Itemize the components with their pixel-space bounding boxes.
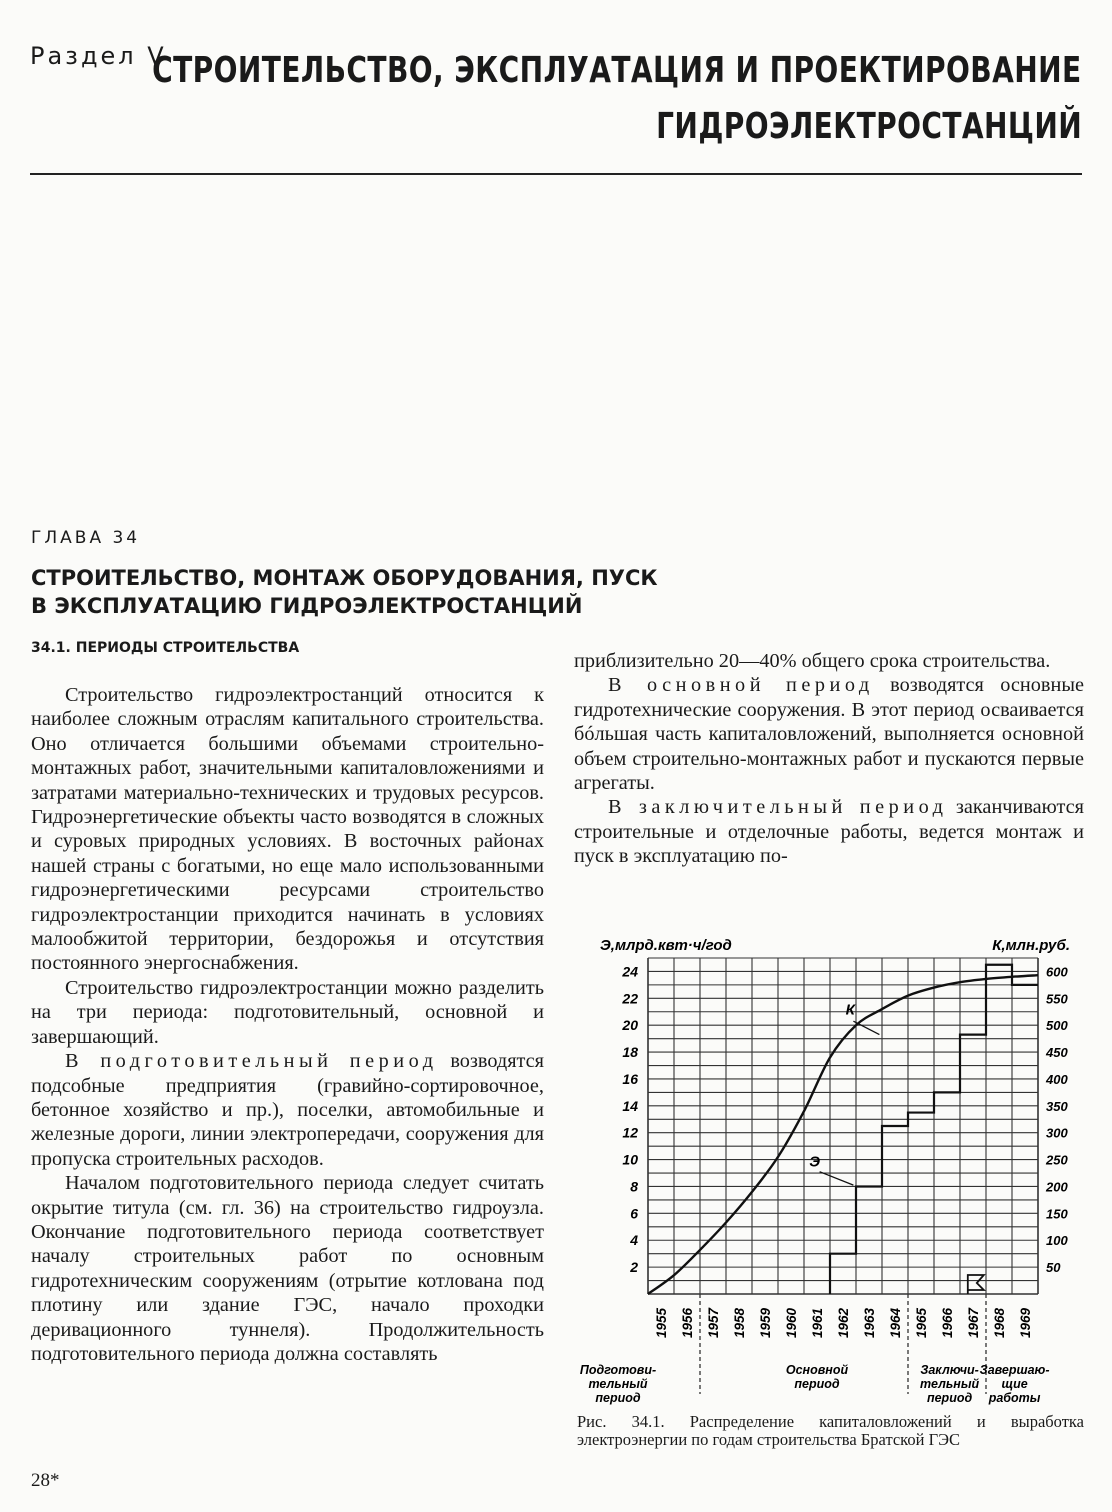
left-tick-label: 14 bbox=[622, 1097, 638, 1114]
figure-chart bbox=[570, 930, 1085, 1408]
chapter-label: ГЛАВА 34 bbox=[31, 528, 141, 548]
right-tick-label: 500 bbox=[1046, 1018, 1068, 1034]
year-label: 1960 bbox=[784, 1307, 799, 1338]
year-label: 1965 bbox=[914, 1307, 929, 1338]
series-e-label: Э bbox=[809, 1153, 820, 1171]
paragraph-text: заканчиваются строительные и отделочные работы, ведется монтаж и пуск в эксплуатацию по- bbox=[574, 796, 1084, 868]
header-rule bbox=[30, 173, 1082, 175]
paragraph: Началом подготовительного периода следует считать окрытие титула (см. гл. 36) на строительство гидроузла. Окончание подготовительного периода соответствует началу строительных работ по основным гидротехническим сооружениям (отрытие котлована под плотину или здание ГЭС, начало проходки деривационного туннеля). Продолжительность подготовительного периода должна составлять bbox=[31, 1172, 544, 1365]
page-number: 28* bbox=[31, 1470, 60, 1491]
period-label: тельный bbox=[588, 1377, 648, 1391]
right-axis-label: К,млн.руб. bbox=[992, 937, 1070, 954]
right-text-column bbox=[574, 649, 1084, 869]
left-tick-label: 20 bbox=[622, 1017, 638, 1034]
year-label: 1961 bbox=[810, 1307, 825, 1338]
left-tick-label: 18 bbox=[622, 1044, 638, 1061]
year-label: 1963 bbox=[862, 1307, 877, 1338]
paragraph-text: возводятся подсобные предприятия (гравийно-сортировочное, бетонное хозяйство и пр.), поселки, автомобильные и железные дороги, линии электропередачи, сооружения для пропуска строительных расходов. bbox=[31, 1050, 544, 1170]
year-label: 1967 bbox=[966, 1307, 981, 1338]
right-tick-label: 300 bbox=[1046, 1125, 1068, 1141]
year-label: 1969 bbox=[1018, 1307, 1033, 1338]
right-tick-label: 200 bbox=[1046, 1179, 1068, 1195]
chart-marks bbox=[648, 965, 1038, 1294]
year-label: 1957 bbox=[706, 1307, 721, 1338]
year-label: 1964 bbox=[888, 1307, 903, 1338]
left-tick-label: 10 bbox=[622, 1151, 638, 1168]
right-tick-label: 250 bbox=[1046, 1152, 1068, 1168]
paragraph bbox=[31, 1049, 544, 1171]
paragraph: Строительство гидроэлектростанции можно разделить на три периода: подготовительный, основной и завершающий. bbox=[31, 976, 544, 1048]
right-tick-label: 100 bbox=[1046, 1233, 1068, 1249]
left-axis-label: Э,млрд.квт·ч/год bbox=[600, 937, 732, 954]
right-tick-label: 550 bbox=[1046, 991, 1068, 1007]
term-spaced: В заключительный период bbox=[608, 796, 948, 819]
year-label: 1956 bbox=[680, 1307, 695, 1338]
year-label: 1959 bbox=[758, 1307, 773, 1338]
period-label: период bbox=[595, 1391, 641, 1405]
left-tick-label: 22 bbox=[622, 990, 638, 1007]
year-label: 1958 bbox=[732, 1307, 747, 1338]
period-label: Основной bbox=[785, 1363, 849, 1377]
term-spaced: В основной период bbox=[608, 674, 874, 697]
left-tick-label: 12 bbox=[622, 1124, 638, 1141]
paragraph: приблизительно 20—40% общего срока строительства. bbox=[574, 650, 1051, 672]
period-label: период bbox=[926, 1391, 973, 1405]
year-label: 1968 bbox=[992, 1307, 1007, 1338]
period-label: Подготови- bbox=[579, 1363, 657, 1377]
chapter-title-line-2: В ЭКСПЛУАТАЦИЮ ГИДРОЭЛЕКТРОСТАНЦИЙ bbox=[31, 594, 583, 618]
part-title-line-2: ГИДРОЭЛЕКТРОСТАНЦИЙ bbox=[656, 106, 1082, 147]
left-tick-label: 2 bbox=[630, 1259, 638, 1276]
series-k-line bbox=[648, 975, 1038, 1294]
section-label: Раздел V bbox=[30, 42, 167, 70]
right-tick-label: 50 bbox=[1046, 1260, 1061, 1276]
right-tick-label: 450 bbox=[1046, 1045, 1068, 1061]
right-tick-label: 600 bbox=[1046, 964, 1068, 980]
paragraph: Строительство гидроэлектростанций относится к наиболее сложным отраслям капитального строительства. Оно отличается большими объемами строительно-монтажных работ, значительными капиталовложениями и затратами материально-технических и трудовых ресурсов. Гидроэнергетические объекты часто возводятся в сложных и суровых природных условиях. В восточных районах нашей страны с богатыми, но еще мало использованными гидроэнергетическими ресурсами строительство гидроэлектростанции приходится начинать в условиях малообжитой территории, бездорожья и отсутствия постоянного энергоснабжения. bbox=[31, 684, 544, 975]
period-label: Завершаю- bbox=[979, 1363, 1050, 1377]
left-tick-label: 24 bbox=[622, 963, 638, 980]
series-k-leader bbox=[853, 1021, 879, 1034]
right-tick-label: 350 bbox=[1046, 1098, 1068, 1114]
series-e-leader bbox=[820, 1172, 854, 1185]
period-label: период bbox=[794, 1377, 840, 1391]
period-label: работы bbox=[988, 1391, 1041, 1405]
year-label: 1955 bbox=[654, 1307, 669, 1338]
chart-grid bbox=[580, 958, 1069, 1405]
period-label: щие bbox=[1001, 1377, 1028, 1391]
left-text-column bbox=[31, 683, 544, 1366]
year-label: 1966 bbox=[940, 1307, 955, 1338]
section-heading: 34.1. ПЕРИОДЫ СТРОИТЕЛЬСТВА bbox=[31, 640, 300, 656]
term-spaced: В подготовительный период bbox=[65, 1050, 438, 1073]
paragraph bbox=[574, 673, 1084, 795]
left-tick-label: 16 bbox=[622, 1070, 638, 1087]
year-label: 1962 bbox=[836, 1307, 851, 1338]
paragraph bbox=[574, 795, 1084, 868]
paragraph-text: возводятся основные гидротехнические сооружения. В этот период осваивается бóльшая часть капиталовложений, выполняется основной объем строительно-монтажных работ и пускаются первые агрегаты. bbox=[574, 674, 1084, 795]
flag-icon bbox=[968, 1275, 984, 1294]
figure-caption: Рис. 34.1. Распределение капиталовложений и выработка электроэнергии по годам строительства Братской ГЭС bbox=[577, 1412, 1084, 1449]
left-tick-label: 8 bbox=[630, 1178, 638, 1195]
chapter-title-line-1: СТРОИТЕЛЬСТВО, МОНТАЖ ОБОРУДОВАНИЯ, ПУСК bbox=[31, 566, 658, 590]
series-k-label: К bbox=[845, 1001, 855, 1019]
left-tick-label: 4 bbox=[630, 1232, 638, 1249]
right-tick-label: 150 bbox=[1046, 1206, 1068, 1222]
part-title-line-1: СТРОИТЕЛЬСТВО, ЭКСПЛУАТАЦИЯ И ПРОЕКТИРОВАНИЕ bbox=[152, 50, 1082, 91]
right-tick-label: 400 bbox=[1046, 1071, 1068, 1087]
left-tick-label: 6 bbox=[630, 1205, 638, 1222]
period-label: тельный bbox=[920, 1377, 980, 1391]
period-label: Заключи- bbox=[920, 1363, 979, 1377]
